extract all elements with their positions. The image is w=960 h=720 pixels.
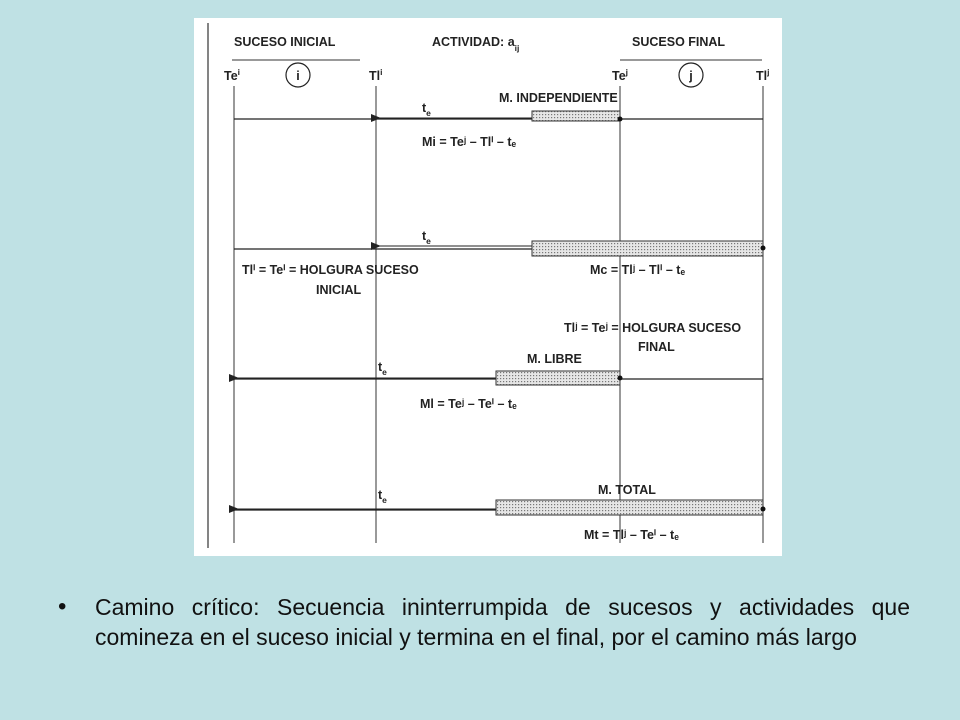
time-label-tl-j: Tl$^j$ [756,67,770,83]
row1-title: M. INDEPENDIENTE [499,91,618,105]
row2-duration-label: $t_e$ [422,229,431,246]
time-label-tl-i: Tl$^i$ [369,67,383,83]
row4-node-dot [761,507,766,512]
row1-duration-label: $t_e$ [422,101,431,118]
float-diagram [194,18,782,556]
row3-title: M. LIBRE [527,352,582,366]
header-initial-event: SUCESO INICIAL [234,35,336,49]
row2-slack-final-line2: FINAL [638,340,675,354]
row2-slack-final-line1: Tlʲ = Teʲ = HOLGURA SUCESO [564,321,742,335]
row4-slack-bar [496,500,763,515]
row4-duration-label: $t_e$ [378,488,387,505]
row4-title: M. TOTAL [598,483,656,497]
row1-node-dot [618,117,623,122]
time-label-te-j: Te$^j$ [612,67,629,83]
header-activity-label: ACTIVIDAD: a [432,35,515,49]
time-label-te-i: Te$^i$ [224,67,241,83]
row2-formula: Mc = Tlʲ – Tlⁱ – tₑ [590,263,686,277]
row1-formula: Mi = Teʲ – Tlⁱ – tₑ [422,135,517,149]
row2-node-dot [761,246,766,251]
header-activity [432,35,519,53]
row2-slack-bar [532,241,763,256]
row1-slack-bar [532,111,620,121]
row3-duration-label: $t_e$ [378,360,387,377]
header-activity-sub: ij [514,43,520,53]
row2-slack-initial-line2: INICIAL [316,283,362,297]
node-final-label: j [689,69,693,83]
row3-node-dot [618,376,623,381]
node-initial-label: i [296,69,300,83]
bullet-text: Camino crítico: Secuencia ininterrumpida de sucesos y actividades que comineza en el suceso inicial y termina en el final, por el camino más largo [95,594,910,650]
bullet-item [58,592,910,652]
row3-slack-bar [496,371,620,385]
bullet-dot-icon: • [58,593,67,620]
header-final-event: SUCESO FINAL [632,35,726,49]
row2-slack-initial-line1: Tlⁱ = Teⁱ = HOLGURA SUCESO [242,263,419,277]
row4-formula: Mt = Tlʲ – Teⁱ – tₑ [584,528,679,542]
diagram-canvas [194,18,782,556]
row3-formula: Ml = Teʲ – Teⁱ – tₑ [420,397,517,411]
